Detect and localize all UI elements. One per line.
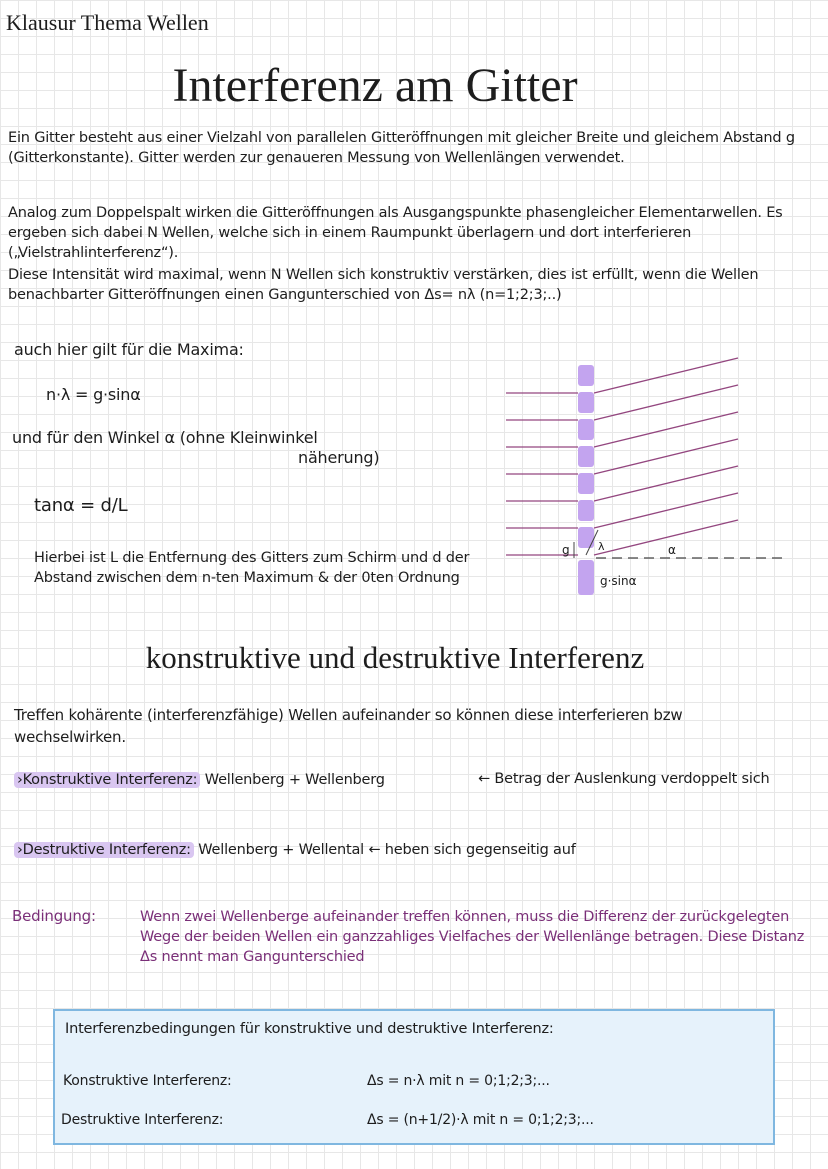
intro-paragraph-1: Ein Gitter besteht aus einer Vielzahl von parallelen Gitteröffnungen mit gleicher Breite und gleichem Abstand g (Gitterkonstante). Gitter werden zur genaueren Messung von Wellenlängen verwendet.: [8, 130, 795, 166]
grating-diagram: [498, 350, 798, 600]
gsin-label: g·sinα: [600, 574, 637, 588]
konstruktiv-text: Wellenberg + Wellenberg: [204, 772, 385, 788]
grating-slit: [578, 419, 594, 440]
destruktiv-label: ›Destruktive Interferenz:: [14, 842, 194, 858]
konstruktiv-label: ›Konstruktive Interferenz:: [14, 772, 200, 788]
bedingung-label: Bedingung:: [12, 907, 96, 925]
tan-formula: tanα = d/L: [34, 495, 128, 516]
section-intro: Treffen kohärente (interferenzfähige) Wellen aufeinander so können diese interferieren bzw wechselwirken.: [14, 706, 683, 746]
konstruktiv-condition-formula: Δs = n·λ mit n = 0;1;2;3;...: [367, 1073, 550, 1089]
interference-conditions-box: [53, 1009, 775, 1145]
grating-slit: [578, 560, 594, 595]
section-title: konstruktive und destruktive Interferenz: [145, 640, 645, 675]
destruktiv-condition-label: Destruktive Interferenz:: [61, 1112, 224, 1128]
grating-slit: [578, 365, 594, 386]
grating-slit: [578, 527, 594, 548]
page-title: Interferenz am Gitter: [172, 59, 578, 112]
maxima-label: auch hier gilt für die Maxima:: [14, 340, 244, 359]
konstruktiv-row: [14, 772, 385, 788]
grating-slit: [578, 500, 594, 521]
box-title: Interferenzbedingungen für konstruktive und destruktive Interferenz:: [65, 1021, 554, 1037]
grating-slit: [578, 473, 594, 494]
incoming-rays: [506, 393, 578, 555]
intro-paragraph-3: Diese Intensität wird maximal, wenn N Wellen sich konstruktiv verstärken, dies ist erfüllt, wenn die Wellen benachbarter Gitteröffnungen einen Gangunterschied von Δs= nλ (n=1;2;3;..): [8, 267, 759, 303]
destruktiv-condition-formula: Δs = (n+1/2)·λ mit n = 0;1;2;3;...: [367, 1112, 594, 1128]
destruktiv-row: [14, 842, 576, 858]
topic-label: Klausur Thema Wellen: [6, 10, 209, 35]
angle-label-line1: und für den Winkel α (ohne Kleinwinkel: [12, 428, 318, 447]
alpha-label: α: [668, 543, 676, 557]
grating-slit: [578, 392, 594, 413]
grating-slit: [578, 446, 594, 467]
angle-label-line2: näherung): [298, 448, 380, 467]
g-label: g: [562, 543, 570, 557]
maxima-formula: n·λ = g·sinα: [46, 385, 141, 404]
konstruktiv-condition-label: Konstruktive Interferenz:: [63, 1073, 232, 1089]
distance-explanation: Hierbei ist L die Entfernung des Gitters zum Schirm und d der Abstand zwischen dem n-ten Maximum & der 0ten Ordnung: [34, 550, 470, 586]
lambda-label: λ: [598, 540, 605, 553]
diffracted-rays: [594, 358, 738, 555]
grating-slits: [578, 365, 594, 595]
konstruktiv-note: ← Betrag der Auslenkung verdoppelt sich: [478, 771, 770, 787]
intro-paragraph-2: Analog zum Doppelspalt wirken die Gitteröffnungen als Ausgangspunkte phasengleicher Elementarwellen. Es ergeben sich dabei N Wellen, welche sich in einem Raumpunkt überlagern und dort interferieren („Vielstrahlinterferenz“).: [8, 205, 783, 261]
destruktiv-text: Wellenberg + Wellental ← heben sich gegenseitig auf: [198, 842, 576, 858]
bedingung-text: Wenn zwei Wellenberge aufeinander treffen können, muss die Differenz der zurückgelegten Wege der beiden Wellen ein ganzzahliges Vielfaches der Wellenlänge betragen. Diese Distanz Δs nennt man Gangunterschied: [140, 909, 805, 965]
